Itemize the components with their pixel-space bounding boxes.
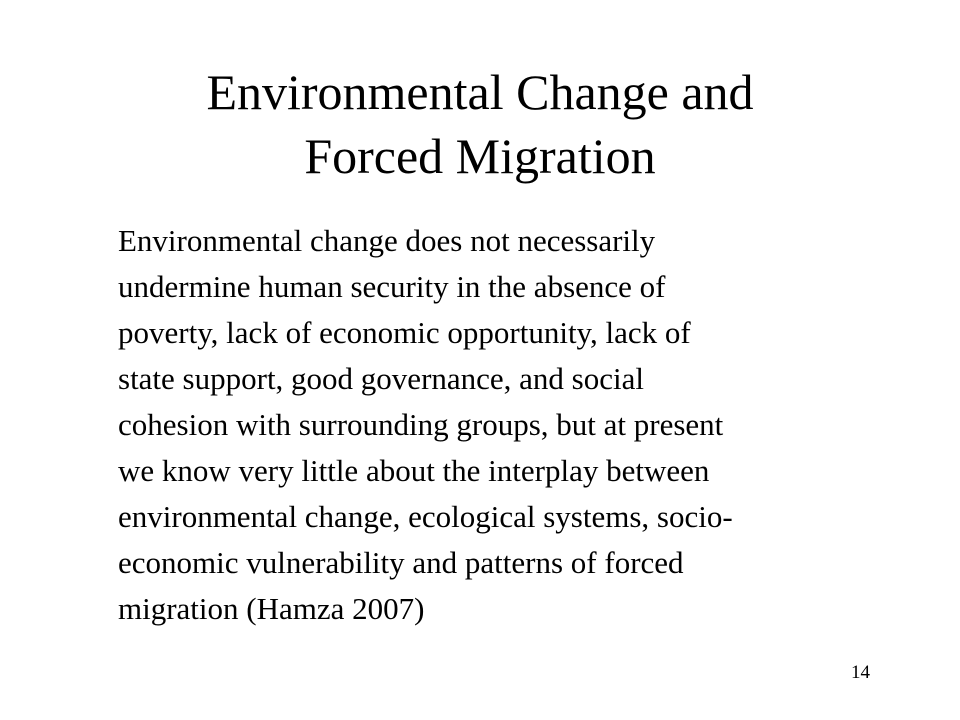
body-text-line: economic vulnerability and patterns of forced	[118, 545, 684, 580]
slide-body-text	[118, 218, 878, 632]
page-number: 14	[851, 662, 870, 683]
body-text-line: state support, good governance, and social	[118, 361, 644, 396]
body-text-line: environmental change, ecological systems, socio-	[118, 499, 733, 534]
body-text-line: poverty, lack of economic opportunity, lack of	[118, 315, 691, 350]
body-text-line: Environmental change does not necessarily	[118, 223, 656, 258]
slide-title-line: Forced Migration	[304, 128, 656, 184]
slide-title	[0, 60, 960, 188]
body-text-line: migration (Hamza 2007)	[118, 591, 425, 626]
body-text-line: cohesion with surrounding groups, but at present	[118, 407, 724, 442]
body-text-line: we know very little about the interplay between	[118, 453, 710, 488]
slide-title-line: Environmental Change and	[206, 64, 754, 120]
body-text-line: undermine human security in the absence of	[118, 269, 666, 304]
